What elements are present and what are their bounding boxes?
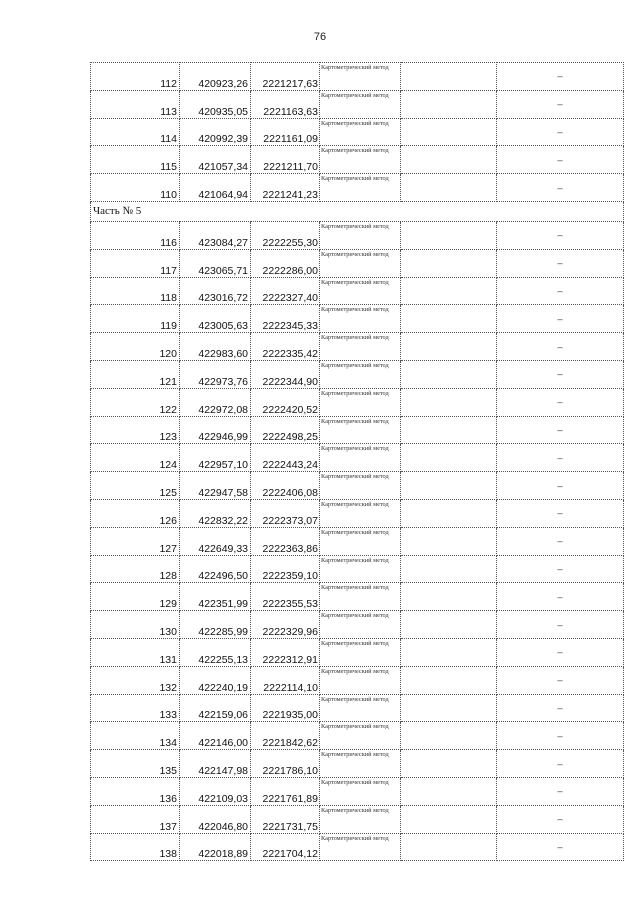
- coordinate-x: 423065,71: [180, 249, 251, 277]
- empty-cell: [401, 63, 497, 91]
- accuracy-dash: –: [497, 694, 624, 722]
- coordinate-x: 422285,99: [180, 611, 251, 639]
- method-cell: Картометрический метод: [320, 722, 401, 750]
- table-body-after: [91, 221, 624, 860]
- accuracy-dash: –: [497, 638, 624, 666]
- coordinate-y: 2222443,24: [251, 444, 320, 472]
- table-row: [91, 388, 624, 416]
- empty-cell: [401, 146, 497, 174]
- coordinate-y: 2222255,30: [251, 221, 320, 249]
- accuracy-dash: –: [497, 333, 624, 361]
- method-cell: Картометрический метод: [320, 750, 401, 778]
- table-row: [91, 527, 624, 555]
- empty-cell: [401, 118, 497, 146]
- table-row: [91, 694, 624, 722]
- coordinate-y: 2221786,10: [251, 750, 320, 778]
- method-cell: Картометрический метод: [320, 472, 401, 500]
- coordinate-x: 422649,33: [180, 527, 251, 555]
- table-row: [91, 555, 624, 583]
- point-number: 131: [91, 638, 180, 666]
- method-cell: Картометрический метод: [320, 833, 401, 861]
- accuracy-dash: –: [497, 277, 624, 305]
- coordinate-y: 2222312,91: [251, 638, 320, 666]
- method-cell: Картометрический метод: [320, 305, 401, 333]
- method-cell: Картометрический метод: [320, 694, 401, 722]
- table-row: [91, 722, 624, 750]
- table-row: [91, 63, 624, 91]
- method-cell: Картометрический метод: [320, 805, 401, 833]
- coordinate-x: 421064,94: [180, 174, 251, 202]
- table-row: [91, 146, 624, 174]
- table-row: [91, 833, 624, 861]
- table-row: [91, 333, 624, 361]
- coordinate-x: 422947,58: [180, 472, 251, 500]
- coordinate-x: 422983,60: [180, 333, 251, 361]
- coordinate-x: 423005,63: [180, 305, 251, 333]
- coordinate-x: 421057,34: [180, 146, 251, 174]
- coordinates-table: [90, 62, 624, 861]
- method-cell: Картометрический метод: [320, 583, 401, 611]
- empty-cell: [401, 416, 497, 444]
- accuracy-dash: –: [497, 118, 624, 146]
- method-cell: Картометрический метод: [320, 499, 401, 527]
- accuracy-dash: –: [497, 805, 624, 833]
- point-number: 110: [91, 174, 180, 202]
- coordinate-x: 422159,06: [180, 694, 251, 722]
- method-cell: Картометрический метод: [320, 277, 401, 305]
- empty-cell: [401, 472, 497, 500]
- coordinate-y: 2222355,53: [251, 583, 320, 611]
- coordinate-y: 2222498,25: [251, 416, 320, 444]
- coordinate-x: 422046,80: [180, 805, 251, 833]
- accuracy-dash: –: [497, 666, 624, 694]
- coordinate-y: 2222406,08: [251, 472, 320, 500]
- coordinate-y: 2222327,40: [251, 277, 320, 305]
- table-row: [91, 118, 624, 146]
- method-cell: Картометрический метод: [320, 638, 401, 666]
- point-number: 120: [91, 333, 180, 361]
- section-title: Часть № 5: [91, 201, 624, 221]
- empty-cell: [401, 360, 497, 388]
- table-row: [91, 305, 624, 333]
- coordinate-x: 423084,27: [180, 221, 251, 249]
- accuracy-dash: –: [497, 777, 624, 805]
- empty-cell: [401, 277, 497, 305]
- table-body-before: [91, 63, 624, 202]
- coordinate-x: 422496,50: [180, 555, 251, 583]
- coordinate-y: 2222114,10: [251, 666, 320, 694]
- method-cell: Картометрический метод: [320, 666, 401, 694]
- point-number: 122: [91, 388, 180, 416]
- accuracy-dash: –: [497, 499, 624, 527]
- empty-cell: [401, 638, 497, 666]
- method-cell: Картометрический метод: [320, 527, 401, 555]
- empty-cell: [401, 527, 497, 555]
- accuracy-dash: –: [497, 305, 624, 333]
- accuracy-dash: –: [497, 90, 624, 118]
- accuracy-dash: –: [497, 583, 624, 611]
- method-cell: Картометрический метод: [320, 333, 401, 361]
- point-number: 135: [91, 750, 180, 778]
- point-number: 119: [91, 305, 180, 333]
- method-cell: Картометрический метод: [320, 444, 401, 472]
- coordinate-x: 422255,13: [180, 638, 251, 666]
- empty-cell: [401, 722, 497, 750]
- method-cell: Картометрический метод: [320, 174, 401, 202]
- point-number: 137: [91, 805, 180, 833]
- method-cell: Картометрический метод: [320, 90, 401, 118]
- point-number: 121: [91, 360, 180, 388]
- coordinate-x: 422972,08: [180, 388, 251, 416]
- coordinate-y: 2222345,33: [251, 305, 320, 333]
- coordinate-x: 422146,00: [180, 722, 251, 750]
- accuracy-dash: –: [497, 360, 624, 388]
- coordinate-y: 2222286,00: [251, 249, 320, 277]
- table-row: [91, 583, 624, 611]
- accuracy-dash: –: [497, 249, 624, 277]
- accuracy-dash: –: [497, 444, 624, 472]
- method-cell: Картометрический метод: [320, 388, 401, 416]
- point-number: 118: [91, 277, 180, 305]
- point-number: 132: [91, 666, 180, 694]
- table-row: [91, 638, 624, 666]
- coordinate-x: 422973,76: [180, 360, 251, 388]
- point-number: 134: [91, 722, 180, 750]
- method-cell: Картометрический метод: [320, 555, 401, 583]
- coordinate-y: 2222335,42: [251, 333, 320, 361]
- method-cell: Картометрический метод: [320, 611, 401, 639]
- coordinate-x: 422147,98: [180, 750, 251, 778]
- point-number: 133: [91, 694, 180, 722]
- empty-cell: [401, 805, 497, 833]
- empty-cell: [401, 666, 497, 694]
- point-number: 124: [91, 444, 180, 472]
- coordinate-y: 2221761,89: [251, 777, 320, 805]
- accuracy-dash: –: [497, 833, 624, 861]
- section-header-body: [91, 201, 624, 221]
- method-cell: Картометрический метод: [320, 249, 401, 277]
- coordinate-x: 422240,19: [180, 666, 251, 694]
- coordinate-y: 2221842,62: [251, 722, 320, 750]
- accuracy-dash: –: [497, 750, 624, 778]
- table-row: [91, 444, 624, 472]
- empty-cell: [401, 174, 497, 202]
- accuracy-dash: –: [497, 527, 624, 555]
- coordinate-x: 422957,10: [180, 444, 251, 472]
- table-row: [91, 777, 624, 805]
- point-number: 127: [91, 527, 180, 555]
- coordinate-x: 420935,05: [180, 90, 251, 118]
- table-row: [91, 666, 624, 694]
- empty-cell: [401, 833, 497, 861]
- point-number: 115: [91, 146, 180, 174]
- empty-cell: [401, 90, 497, 118]
- method-cell: Картометрический метод: [320, 63, 401, 91]
- coordinate-y: 2222363,86: [251, 527, 320, 555]
- coordinate-x: 423016,72: [180, 277, 251, 305]
- empty-cell: [401, 750, 497, 778]
- coordinate-y: 2221704,12: [251, 833, 320, 861]
- coordinate-y: 2221161,09: [251, 118, 320, 146]
- coordinate-y: 2222373,07: [251, 499, 320, 527]
- empty-cell: [401, 249, 497, 277]
- table-row: [91, 750, 624, 778]
- coordinate-y: 2222344,90: [251, 360, 320, 388]
- empty-cell: [401, 555, 497, 583]
- empty-cell: [401, 583, 497, 611]
- point-number: 129: [91, 583, 180, 611]
- accuracy-dash: –: [497, 611, 624, 639]
- empty-cell: [401, 388, 497, 416]
- accuracy-dash: –: [497, 555, 624, 583]
- empty-cell: [401, 221, 497, 249]
- coordinate-x: 422351,99: [180, 583, 251, 611]
- point-number: 125: [91, 472, 180, 500]
- accuracy-dash: –: [497, 63, 624, 91]
- empty-cell: [401, 777, 497, 805]
- method-cell: Картометрический метод: [320, 777, 401, 805]
- coordinate-x: 420992,39: [180, 118, 251, 146]
- coordinate-y: 2221935,00: [251, 694, 320, 722]
- table-row: [91, 416, 624, 444]
- accuracy-dash: –: [497, 146, 624, 174]
- accuracy-dash: –: [497, 388, 624, 416]
- point-number: 136: [91, 777, 180, 805]
- empty-cell: [401, 694, 497, 722]
- accuracy-dash: –: [497, 722, 624, 750]
- accuracy-dash: –: [497, 416, 624, 444]
- coordinate-y: 2221211,70: [251, 146, 320, 174]
- point-number: 113: [91, 90, 180, 118]
- point-number: 123: [91, 416, 180, 444]
- point-number: 130: [91, 611, 180, 639]
- point-number: 114: [91, 118, 180, 146]
- table-row: [91, 611, 624, 639]
- coordinate-y: 2222420,52: [251, 388, 320, 416]
- point-number: 117: [91, 249, 180, 277]
- coordinate-y: 2221731,75: [251, 805, 320, 833]
- empty-cell: [401, 305, 497, 333]
- accuracy-dash: –: [497, 472, 624, 500]
- point-number: 112: [91, 63, 180, 91]
- method-cell: Картометрический метод: [320, 416, 401, 444]
- table-row: [91, 174, 624, 202]
- empty-cell: [401, 499, 497, 527]
- table-row: [91, 360, 624, 388]
- table-row: [91, 221, 624, 249]
- page-number: 76: [313, 31, 327, 43]
- point-number: 126: [91, 499, 180, 527]
- empty-cell: [401, 333, 497, 361]
- method-cell: Картометрический метод: [320, 221, 401, 249]
- coordinate-x: 422109,03: [180, 777, 251, 805]
- coordinate-y: 2222329,96: [251, 611, 320, 639]
- method-cell: Картометрический метод: [320, 360, 401, 388]
- point-number: 116: [91, 221, 180, 249]
- accuracy-dash: –: [497, 221, 624, 249]
- table-row: [91, 90, 624, 118]
- coordinate-x: 422946,99: [180, 416, 251, 444]
- coordinate-y: 2221241,23: [251, 174, 320, 202]
- section-row: [91, 201, 624, 221]
- table-row: [91, 249, 624, 277]
- point-number: 138: [91, 833, 180, 861]
- accuracy-dash: –: [497, 174, 624, 202]
- coordinate-y: 2221163,63: [251, 90, 320, 118]
- method-cell: Картометрический метод: [320, 118, 401, 146]
- point-number: 128: [91, 555, 180, 583]
- table-row: [91, 499, 624, 527]
- coordinate-x: 422832,22: [180, 499, 251, 527]
- table-row: [91, 805, 624, 833]
- coordinate-x: 422018,89: [180, 833, 251, 861]
- method-cell: Картометрический метод: [320, 146, 401, 174]
- table-row: [91, 472, 624, 500]
- coordinate-x: 420923,26: [180, 63, 251, 91]
- coordinate-y: 2221217,63: [251, 63, 320, 91]
- empty-cell: [401, 444, 497, 472]
- table-row: [91, 277, 624, 305]
- empty-cell: [401, 611, 497, 639]
- coordinate-y: 2222359,10: [251, 555, 320, 583]
